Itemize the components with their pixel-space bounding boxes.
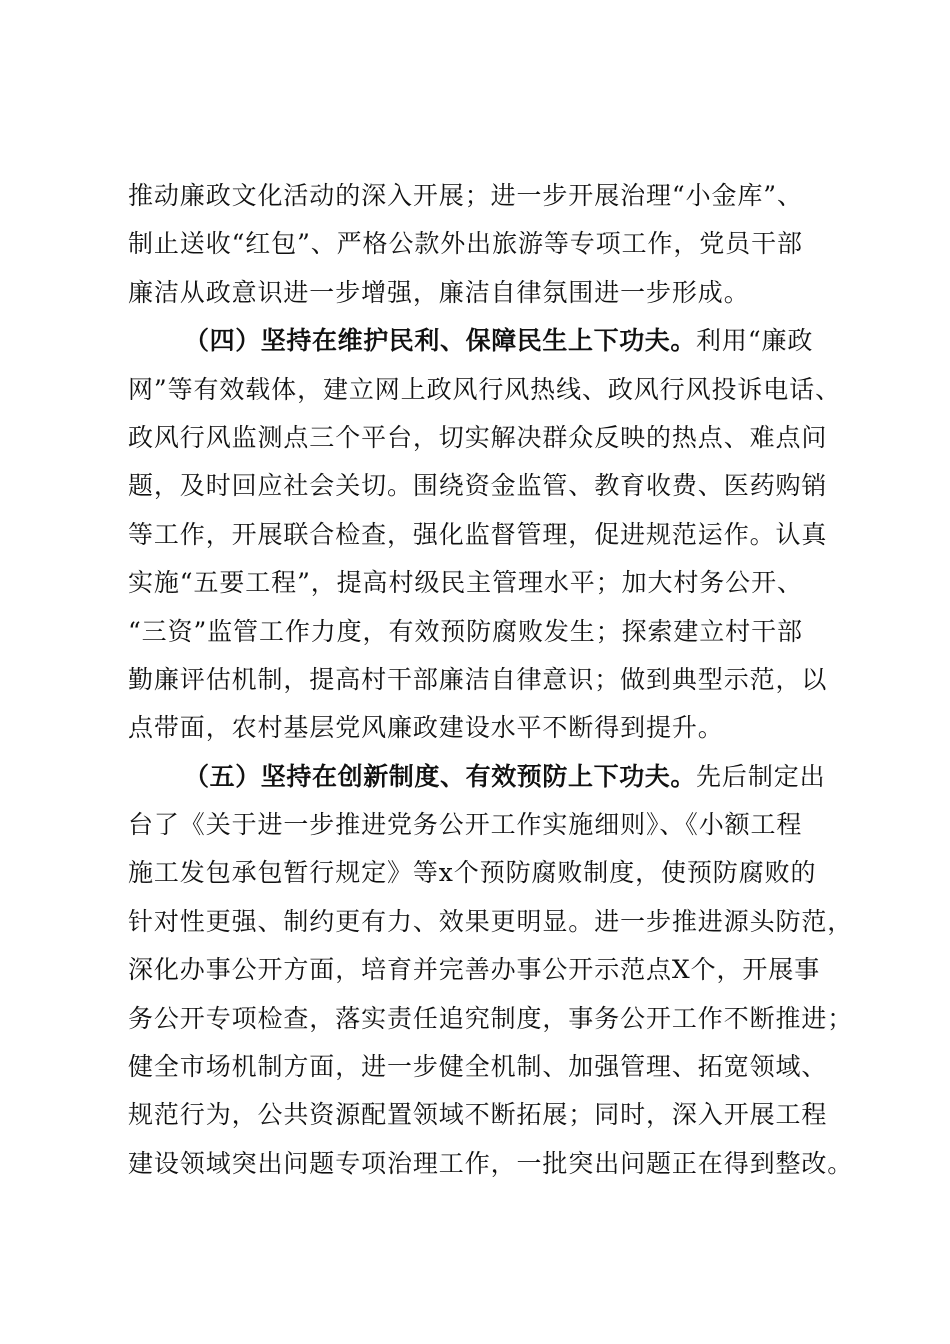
text-line: 推动廉政文化活动的深入开展；进一步开展治理“小金库”、 <box>128 181 803 210</box>
paragraph-section-five <box>128 753 854 1189</box>
text-line: “三资”监管工作力度，有效预防腐败发生；探索建立村干部 <box>128 616 803 646</box>
text-line: 深化办事公开方面，培育并完善办事公开示范点X个，开展事 <box>128 955 821 985</box>
text-line: 实施“五要工程”，提高村级民主管理水平；加大村务公开、 <box>128 568 803 598</box>
document-body <box>128 172 854 1188</box>
paragraph-first-line <box>128 753 840 801</box>
text-run: 先后制定出 <box>696 761 826 791</box>
paragraph-first-line <box>128 317 840 365</box>
section-five-heading: （五）坚持在创新制度、有效预防上下功夫。 <box>184 761 697 791</box>
text-run: 利用“廉政 <box>696 326 814 356</box>
paragraph-anti-corruption-culture <box>128 172 840 317</box>
text-line: 题，及时回应社会关切。围绕资金监管、教育收费、医药购销 <box>128 471 828 501</box>
text-line: 廉洁从政意识进一步增强，廉洁自律氛围进一步形成。 <box>128 277 750 307</box>
text-line: 等工作，开展联合检查，强化监督管理，促进规范运作。认真 <box>128 519 828 549</box>
text-line: 健全市场机制方面，进一步健全机制、加强管理、拓宽领域、 <box>128 1052 828 1082</box>
text-line: 制止送收“红包”、严格公款外出旅游等专项工作，党员干部 <box>128 229 803 259</box>
paragraph-section-four <box>128 317 840 753</box>
text-line: 台了《关于进一步推进党务公开工作实施细则》、《小额工程 <box>128 810 803 840</box>
text-line: 点带面，农村基层党风廉政建设水平不断得到提升。 <box>128 713 724 743</box>
text-line: 网”等有效载体，建立网上政风行风热线、政风行风投诉电话、 <box>128 374 841 404</box>
text-line: 针对性更强、制约更有力、效果更明显。进一步推进源头防范， <box>128 906 854 936</box>
section-four-heading: （四）坚持在维护民利、保障民生上下功夫。 <box>184 326 697 356</box>
text-line: 规范行为，公共资源配置领域不断拓展；同时，深入开展工程 <box>128 1100 828 1130</box>
text-line: 政风行风监测点三个平台，切实解决群众反映的热点、难点问 <box>128 422 828 452</box>
text-line: 施工发包承包暂行规定》等x个预防腐败制度，使预防腐败的 <box>128 858 817 888</box>
text-line: 务公开专项检查，落实责任追究制度，事务公开工作不断推进； <box>128 1003 854 1033</box>
text-line: 勤廉评估机制，提高村干部廉洁自律意识；做到典型示范，以 <box>128 664 828 694</box>
text-line: 建设领域突出问题专项治理工作，一批突出问题正在得到整改。 <box>128 1148 854 1178</box>
